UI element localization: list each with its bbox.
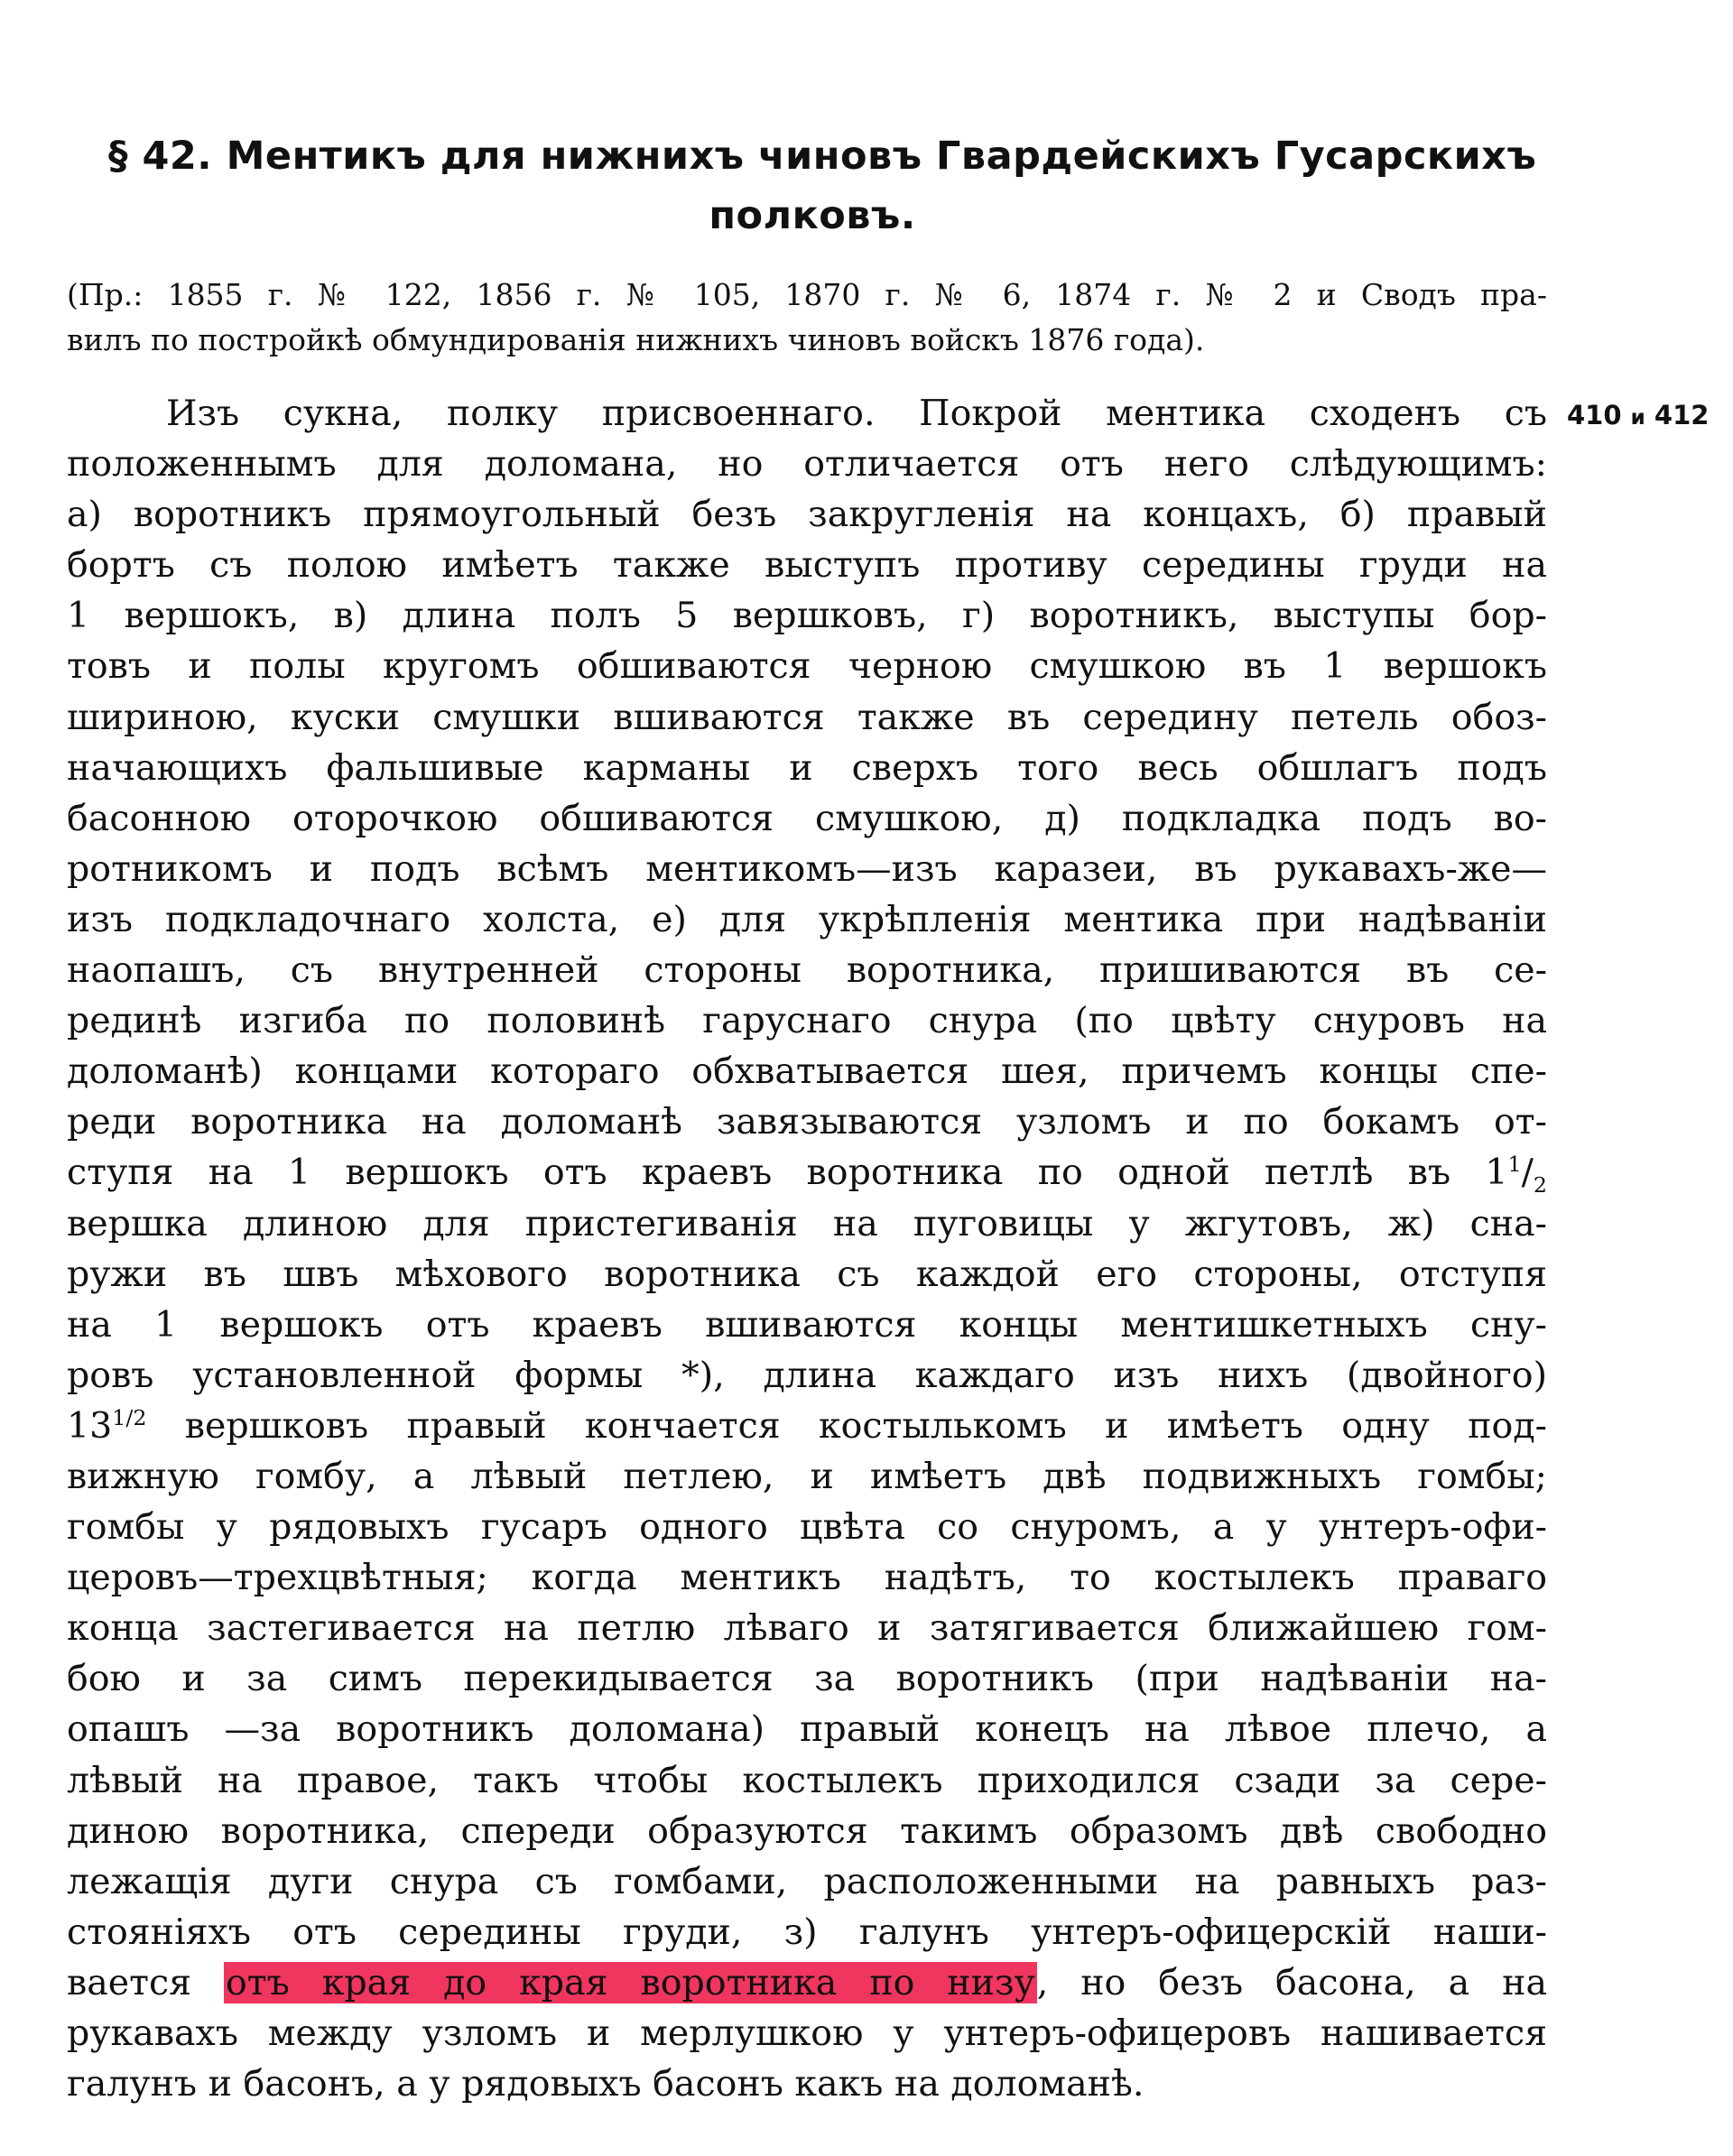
- measure-number: 13: [67, 1404, 113, 1447]
- body-line: диною воротника, спереди образуются такимъ образомъ двѣ свободно: [67, 1809, 1547, 1852]
- body-line: 1 вершокъ, в) длина полъ 5 вершковъ, г) воротникъ, выступы бор-: [67, 595, 1547, 637]
- body-line: наопашъ, съ внутренней стороны воротника, пришиваются въ се-: [67, 949, 1547, 992]
- margin-ref-number-2: 412: [1654, 400, 1710, 430]
- body-line: опашъ —за воротникъ доломана) правый конецъ на лѣвое плечо, а: [67, 1708, 1547, 1751]
- body-line: бою и за симъ перекидывается за воротникъ (при надѣваніи на-: [67, 1658, 1547, 1700]
- body-line-measure: [67, 1401, 1547, 1451]
- body-line: изъ подкладочнаго холста, е) для укрѣпленія ментика при надѣваніи: [67, 898, 1547, 940]
- body-line: конца застегивается на петлю лѣваго и затягивается ближайшею гом-: [67, 1607, 1547, 1650]
- body-line-text: вершковъ правый кончается костылькомъ и имѣетъ одну под-: [184, 1404, 1547, 1447]
- body-line: а) воротникъ прямоугольный безъ закругленія на концахъ, б) правый: [67, 494, 1547, 536]
- section-heading: [108, 126, 1537, 245]
- body-line-highlighted: [67, 1957, 1547, 2008]
- fraction-denominator: 2: [1533, 1172, 1547, 1198]
- heading-line-1: § 42. Ментикъ для нижнихъ чиновъ Гвардейскихъ Гусарскихъ: [108, 134, 1537, 179]
- body-line-text: , но безъ басона, а на: [1036, 1961, 1547, 2003]
- body-line: на 1 вершокъ отъ краевъ вшиваются концы ментишкетныхъ сну-: [67, 1303, 1547, 1346]
- margin-ref-conjunction: и: [1630, 406, 1645, 430]
- body-line: Изъ сукна, полку присвоеннаго. Покрой ментика сходенъ съ: [166, 393, 1547, 434]
- fraction-numerator: 1: [1507, 1152, 1522, 1178]
- body-line-last: галунъ и басонъ, а у рядовыхъ басонъ какъ на доломанѣ.: [67, 2063, 1145, 2105]
- body-line: гомбы у рядовыхъ гусаръ одного цвѣта со снуромъ, а у унтеръ-офи-: [67, 1506, 1547, 1549]
- body-line: реди воротника на доломанѣ завязываются узломъ и по бокамъ от-: [67, 1101, 1547, 1143]
- body-line: басонною оторочкою обшиваются смушкою, д) подкладка подъ во-: [67, 797, 1547, 839]
- body-line: вершка длиною для пристегиванія на пуговицы у жгутовъ, ж) сна-: [67, 1202, 1547, 1245]
- fraction-slash: /: [1521, 1152, 1534, 1194]
- body-line: рукавахъ между узломъ и мерлушкою у унтеръ-офицеровъ нашивается: [67, 2013, 1547, 2054]
- margin-reference-note: [1567, 397, 1709, 436]
- body-line: лежащія дуги снура съ гомбами, расположенными на равныхъ раз-: [67, 1860, 1547, 1902]
- body-line: положеннымъ для доломана, но отличается отъ него слѣдующимъ:: [67, 443, 1547, 486]
- body-line: ротникомъ и подъ всѣмъ ментикомъ—изъ каразеи, въ рукавахъ-же—: [67, 847, 1547, 890]
- heading-line-2: полковъ.: [709, 193, 916, 238]
- body-line: вижную гомбу, а лѣвый петлею, и имѣетъ двѣ подвижныхъ гомбы;: [67, 1455, 1547, 1497]
- sources-line-1: (Пр.: 1855 г. № 122, 1856 г. № 105, 1870 г. № 6, 1874 г. № 2 и Сводъ пра-: [67, 277, 1547, 312]
- source-references: [67, 273, 1547, 363]
- body-line: лѣвый на правое, такъ чтобы костылекъ приходился сзади за сере-: [67, 1759, 1547, 1801]
- body-line: рединѣ изгиба по половинѣ гаруснаго снура (по цвѣту снуровъ на: [67, 1000, 1547, 1042]
- body-line: доломанѣ) концами котораго обхватывается шея, причемъ концы спе-: [67, 1050, 1547, 1093]
- body-line: ружи въ швъ мѣхового воротника съ каждой его стороны, отступя: [67, 1253, 1547, 1295]
- body-line-text: вается: [67, 1961, 192, 2003]
- body-line: начающихъ фальшивые карманы и сверхъ того весь обшлагъ подъ: [67, 746, 1547, 789]
- body-line-fraction: [67, 1147, 1547, 1198]
- body-line: ровъ установленной формы *), длина каждаго изъ нихъ (двойного): [67, 1354, 1547, 1396]
- sources-line-2: вилъ по постройкѣ обмундированія нижнихъ чиновъ войскъ 1876 года).: [67, 322, 1205, 357]
- body-line-text: ступя на 1 вершокъ отъ краевъ воротника по одной петлѣ въ 1: [67, 1152, 1508, 1194]
- margin-ref-number-1: 410: [1567, 400, 1622, 430]
- body-paragraph: [67, 388, 1547, 2109]
- body-line: товъ и полы кругомъ обшиваются черною смушкою въ 1 вершокъ: [67, 645, 1547, 688]
- highlighted-phrase: отъ края до края воротника по низу: [226, 1961, 1035, 2003]
- body-line: стояніяхъ отъ середины груди, з) галунъ унтеръ-офицерскій наши-: [67, 1911, 1547, 1953]
- body-line: шириною, куски смушки вшиваются также въ середину петель обоз-: [67, 696, 1547, 738]
- body-line: бортъ съ полою имѣетъ также выступъ противу середины груди на: [67, 544, 1547, 587]
- body-line: церовъ—трехцвѣтныя; когда ментикъ надѣтъ, то костылекъ праваго: [67, 1557, 1547, 1599]
- measure-fraction: 1/2: [112, 1404, 147, 1430]
